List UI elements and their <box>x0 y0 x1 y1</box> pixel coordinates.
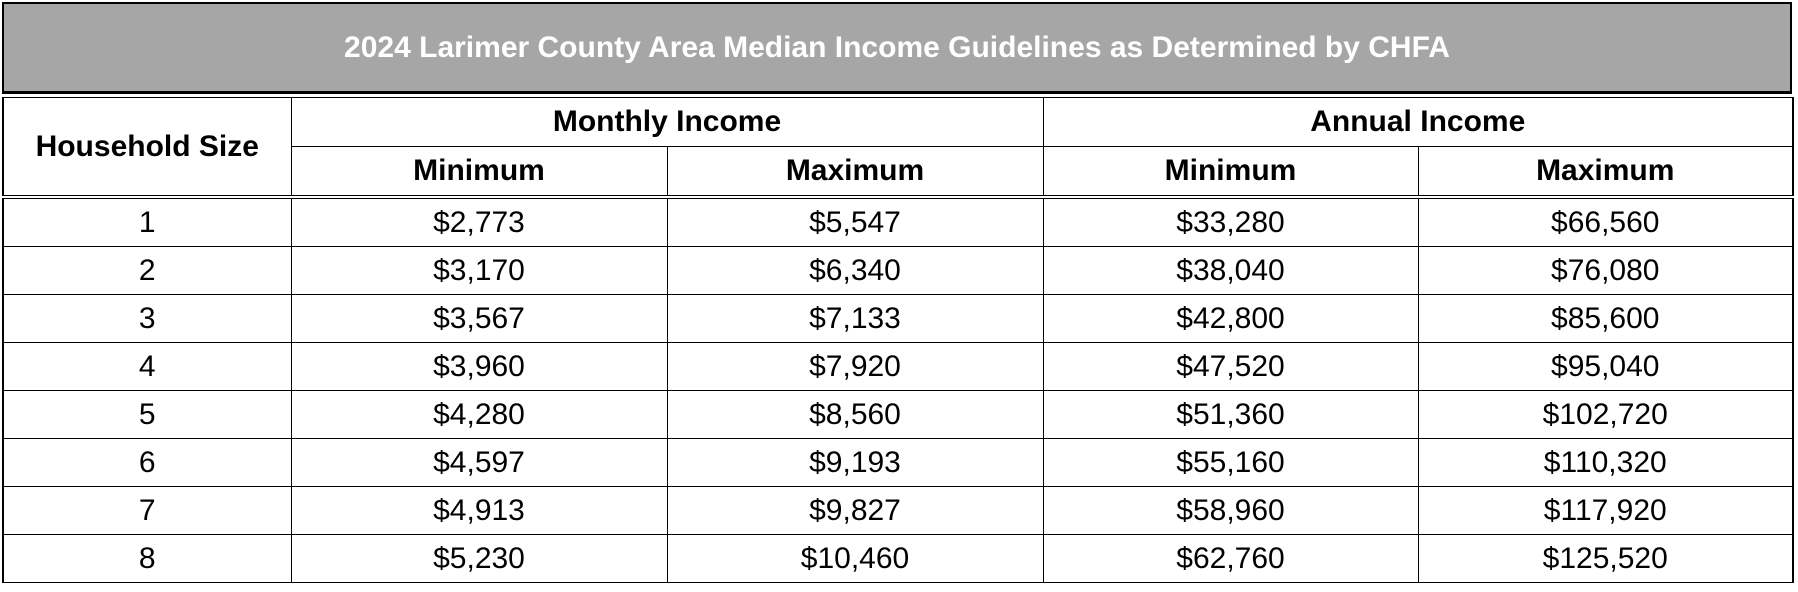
cell-annual-minimum: $47,520 <box>1043 343 1418 391</box>
cell-annual-minimum: $58,960 <box>1043 487 1418 535</box>
cell-annual-maximum: $117,920 <box>1418 487 1793 535</box>
cell-monthly-maximum: $8,560 <box>667 391 1043 439</box>
cell-household-size: 6 <box>3 439 291 487</box>
table-row <box>3 535 1793 583</box>
cell-annual-minimum: $38,040 <box>1043 247 1418 295</box>
header-household-size: Household Size <box>3 98 291 198</box>
cell-monthly-maximum: $9,193 <box>667 439 1043 487</box>
cell-household-size: 1 <box>3 197 291 247</box>
cell-household-size: 4 <box>3 343 291 391</box>
header-annual-maximum: Maximum <box>1418 147 1793 198</box>
header-monthly-minimum: Minimum <box>291 147 667 198</box>
cell-household-size: 8 <box>3 535 291 583</box>
cell-household-size: 2 <box>3 247 291 295</box>
cell-annual-maximum: $95,040 <box>1418 343 1793 391</box>
cell-monthly-minimum: $4,597 <box>291 439 667 487</box>
cell-annual-maximum: $125,520 <box>1418 535 1793 583</box>
cell-monthly-minimum: $5,230 <box>291 535 667 583</box>
cell-monthly-maximum: $10,460 <box>667 535 1043 583</box>
table-row <box>3 391 1793 439</box>
cell-annual-maximum: $76,080 <box>1418 247 1793 295</box>
cell-annual-minimum: $51,360 <box>1043 391 1418 439</box>
cell-annual-minimum: $62,760 <box>1043 535 1418 583</box>
table-row <box>3 247 1793 295</box>
cell-monthly-minimum: $2,773 <box>291 197 667 247</box>
cell-household-size: 3 <box>3 295 291 343</box>
table-row <box>3 295 1793 343</box>
cell-annual-maximum: $66,560 <box>1418 197 1793 247</box>
cell-annual-maximum: $102,720 <box>1418 391 1793 439</box>
cell-annual-minimum: $55,160 <box>1043 439 1418 487</box>
cell-monthly-minimum: $4,280 <box>291 391 667 439</box>
cell-monthly-minimum: $3,567 <box>291 295 667 343</box>
cell-monthly-maximum: $7,920 <box>667 343 1043 391</box>
cell-annual-minimum: $42,800 <box>1043 295 1418 343</box>
cell-monthly-minimum: $3,960 <box>291 343 667 391</box>
cell-monthly-maximum: $7,133 <box>667 295 1043 343</box>
cell-monthly-maximum: $6,340 <box>667 247 1043 295</box>
header-monthly-income: Monthly Income <box>291 98 1043 147</box>
table-row <box>3 197 1793 247</box>
income-table <box>2 97 1794 583</box>
cell-annual-maximum: $110,320 <box>1418 439 1793 487</box>
header-monthly-maximum: Maximum <box>667 147 1043 198</box>
table-row <box>3 439 1793 487</box>
cell-monthly-maximum: $9,827 <box>667 487 1043 535</box>
header-annual-minimum: Minimum <box>1043 147 1418 198</box>
table-row <box>3 343 1793 391</box>
cell-household-size: 7 <box>3 487 291 535</box>
cell-monthly-minimum: $3,170 <box>291 247 667 295</box>
cell-household-size: 5 <box>3 391 291 439</box>
cell-annual-maximum: $85,600 <box>1418 295 1793 343</box>
table-row <box>3 487 1793 535</box>
cell-monthly-maximum: $5,547 <box>667 197 1043 247</box>
cell-monthly-minimum: $4,913 <box>291 487 667 535</box>
cell-annual-minimum: $33,280 <box>1043 197 1418 247</box>
header-annual-income: Annual Income <box>1043 98 1793 147</box>
table-title: 2024 Larimer County Area Median Income Guidelines as Determined by CHFA <box>2 2 1792 94</box>
